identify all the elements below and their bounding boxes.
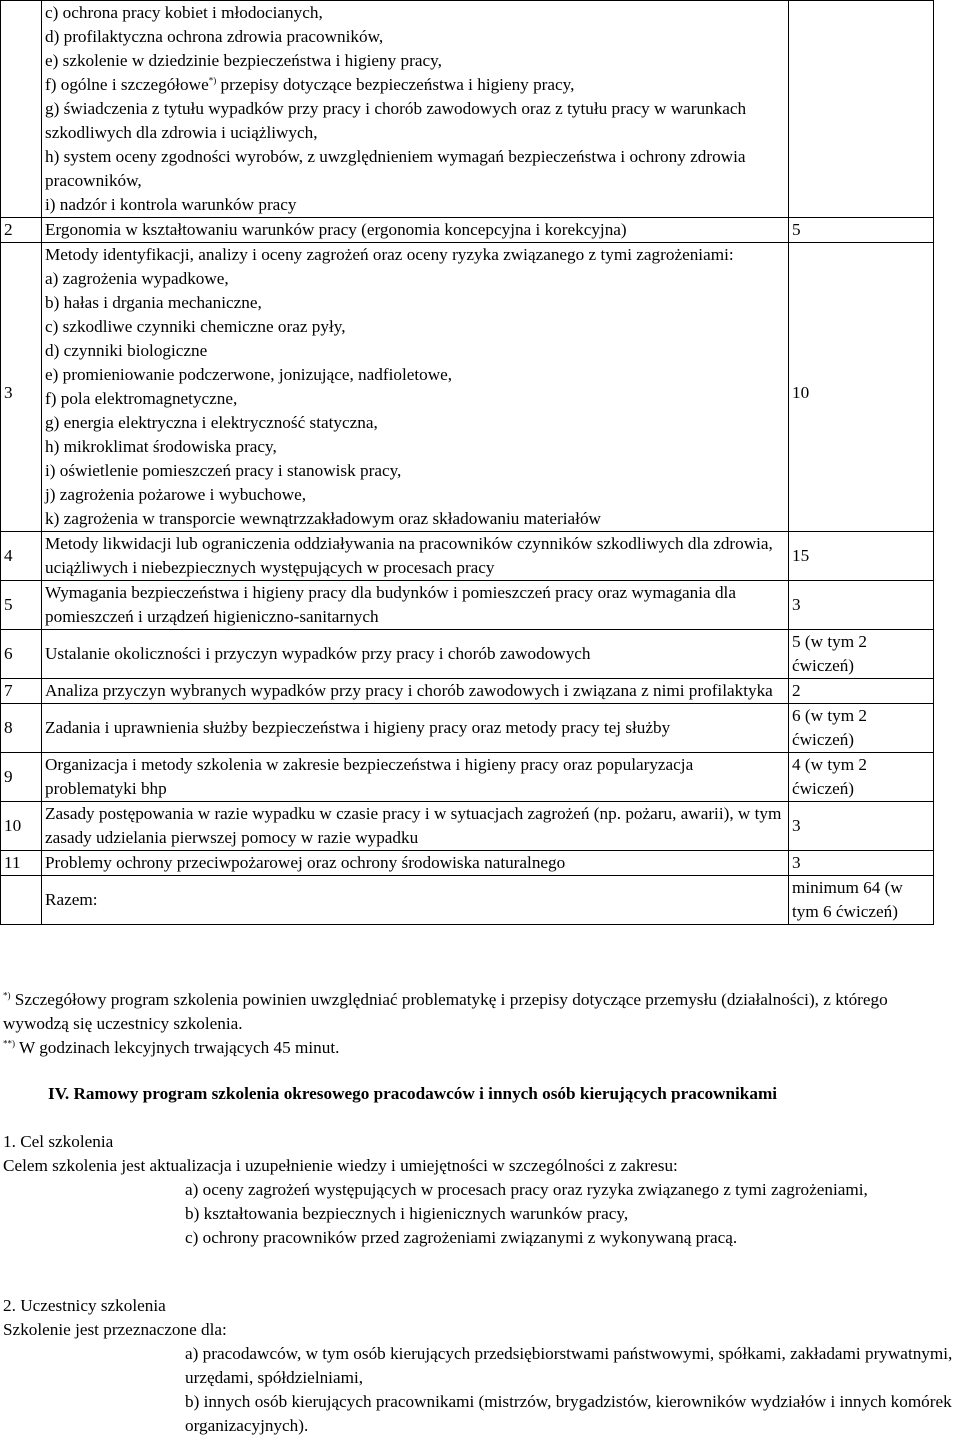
- footnote-marker: *): [208, 75, 217, 86]
- row-number: 5: [1, 581, 42, 630]
- section-intro: Szkolenie jest przeznaczone dla:: [3, 1320, 227, 1339]
- hours-cell: 4 (w tym 2 ćwiczeń): [789, 753, 934, 802]
- hours-cell: 3: [789, 802, 934, 851]
- topic-cell: Organizacja i metody szkolenia w zakresie bezpieczeństwa i higieny pracy oraz popularyzacja problematyki bhp: [42, 753, 789, 802]
- section-intro: Celem szkolenia jest aktualizacja i uzupełnienie wiedzy i umiejętności w szczególności z zakresu:: [3, 1156, 678, 1175]
- table-row: [1, 876, 934, 925]
- topic-subitem: h) system oceny zgodności wyrobów, z uwzględnieniem wymagań bezpieczeństwa i ochrony zdrowia pracowników,: [45, 147, 746, 190]
- topic-cell: Ergonomia w kształtowaniu warunków pracy (ergonomia koncepcyjna i korekcyjna): [42, 218, 789, 243]
- total-label: Razem:: [42, 876, 789, 925]
- row-number: [1, 1, 42, 218]
- row-number: 6: [1, 630, 42, 679]
- topic-subitem: g) energia elektryczna i elektryczność statyczna,: [45, 413, 378, 432]
- row-number: 4: [1, 532, 42, 581]
- table-row: [1, 679, 934, 704]
- topic-cell: Ustalanie okoliczności i przyczyn wypadków przy pracy i chorób zawodowych: [42, 630, 789, 679]
- section-title: 1. Cel szkolenia: [3, 1132, 114, 1151]
- list-item: a) oceny zagrożeń występujących w procesach pracy oraz ryzyka związanego z tymi zagrożeniami,: [185, 1180, 868, 1199]
- table-row: [1, 218, 934, 243]
- topic-subitem: d) profilaktyczna ochrona zdrowia pracowników,: [45, 27, 384, 46]
- hours-cell: 2: [789, 679, 934, 704]
- topic-subitem: c) ochrona pracy kobiet i młodocianych,: [45, 3, 323, 22]
- footnote-marker: **): [3, 1038, 15, 1049]
- table-row: [1, 851, 934, 876]
- hours-cell: 10: [789, 243, 934, 532]
- list-item: b) kształtowania bezpiecznych i higienicznych warunków pracy,: [185, 1204, 629, 1223]
- row-number: 8: [1, 704, 42, 753]
- topic-cell: Zadania i uprawnienia służby bezpieczeństwa i higieny pracy oraz metody pracy tej służby: [42, 704, 789, 753]
- footnote-marker: *): [3, 990, 11, 1001]
- topic-cell: Metody likwidacji lub ograniczenia oddziaływania na pracowników czynników szkodliwych dla zdrowia, uciążliwych i niebezpiecznych występujących w procesach pracy: [42, 532, 789, 581]
- topic-cell: Problemy ochrony przeciwpożarowej oraz ochrony środowiska naturalnego: [42, 851, 789, 876]
- topic-subitem: i) oświetlenie pomieszczeń pracy i stanowisk pracy,: [45, 461, 402, 480]
- footnote-1: *) Szczegółowy program szkolenia powinien uwzględniać problematykę i przepisy dotyczące przemysłu (działalności), z którego wywodzą się uczestnicy szkolenia.: [3, 990, 888, 1033]
- footnote-2: **) W godzinach lekcyjnych trwających 45 minut.: [3, 1038, 340, 1057]
- list-item: b) innych osób kierujących pracownikami (mistrzów, brygadzistów, kierowników wydziałów i innych komórek organizacyjnych).: [185, 1392, 952, 1435]
- table-row: [1, 802, 934, 851]
- topic-subitem: j) zagrożenia pożarowe i wybuchowe,: [45, 485, 307, 504]
- row-number: 7: [1, 679, 42, 704]
- topic-subitem: h) mikroklimat środowiska pracy,: [45, 437, 277, 456]
- topic-subitem: g) świadczenia z tytułu wypadków przy pracy i chorób zawodowych oraz z tytułu pracy w warunkach szkodliwych dla zdrowia i uciążliwych,: [45, 99, 747, 142]
- hours-cell: 5 (w tym 2 ćwiczeń): [789, 630, 934, 679]
- hours-cell: 15: [789, 532, 934, 581]
- topic-cell: Zasady postępowania w razie wypadku w czasie pracy i w sytuacjach zagrożeń (np. pożaru, awarii), w tym zasady udzielania pierwszej pomocy w razie wypadku: [42, 802, 789, 851]
- topic-subitem: e) szkolenie w dziedzinie bezpieczeństwa i higieny pracy,: [45, 51, 442, 70]
- table-row: [1, 532, 934, 581]
- topic-subitem: f) pola elektromagnetyczne,: [45, 389, 238, 408]
- topic-subitem: a) zagrożenia wypadkowe,: [45, 269, 229, 288]
- row-number: 10: [1, 802, 42, 851]
- hours-cell: [789, 1, 934, 218]
- topic-subitem: i) nadzór i kontrola warunków pracy: [45, 195, 297, 214]
- footnotes: [3, 988, 943, 1060]
- topic-subitem: f) ogólne i szczegółowe*) przepisy dotyczące bezpieczeństwa i higieny pracy,: [45, 75, 575, 94]
- row-number: [1, 876, 42, 925]
- hours-cell: 6 (w tym 2 ćwiczeń): [789, 704, 934, 753]
- section-title: 2. Uczestnicy szkolenia: [3, 1296, 166, 1315]
- section-heading: IV. Ramowy program szkolenia okresowego pracodawców i innych osób kierujących pracownikami: [48, 1084, 778, 1103]
- hours-cell: 3: [789, 581, 934, 630]
- topic-subitem: d) czynniki biologiczne: [45, 341, 208, 360]
- hours-cell: 5: [789, 218, 934, 243]
- list-item: c) ochrony pracowników przed zagrożeniami związanymi z wykonywaną pracą.: [185, 1228, 738, 1247]
- topic-subitem: k) zagrożenia w transporcie wewnątrzzakładowym oraz składowaniu materiałów: [45, 509, 601, 528]
- topic-cell: Wymagania bezpieczeństwa i higieny pracy dla budynków i pomieszczeń pracy oraz wymagania dla pomieszczeń i urządzeń higieniczno-sanitarnych: [42, 581, 789, 630]
- table-row: [1, 753, 934, 802]
- table-row: [1, 1, 934, 218]
- section-goal: [3, 1130, 943, 1250]
- topic-cell: Analiza przyczyn wybranych wypadków przy pracy i chorób zawodowych i związana z nimi profilaktyka: [42, 679, 789, 704]
- topic-subitem: c) szkodliwe czynniki chemiczne oraz pyły,: [45, 317, 346, 336]
- topic-heading: Metody identyfikacji, analizy i oceny zagrożeń oraz oceny ryzyka związanego z tymi zagrożeniami:: [45, 245, 734, 264]
- table-row: [1, 243, 934, 532]
- hours-cell: 3: [789, 851, 934, 876]
- row-number: 3: [1, 243, 42, 532]
- topic-subitem: e) promieniowanie podczerwone, jonizujące, nadfioletowe,: [45, 365, 453, 384]
- table-row: [1, 581, 934, 630]
- topic-cell: [42, 1, 789, 218]
- table-row: [1, 630, 934, 679]
- row-number: 2: [1, 218, 42, 243]
- table-row: [1, 704, 934, 753]
- topic-cell: [42, 243, 789, 532]
- topic-subitem: b) hałas i drgania mechaniczne,: [45, 293, 262, 312]
- row-number: 9: [1, 753, 42, 802]
- total-hours: minimum 64 (w tym 6 ćwiczeń): [789, 876, 934, 925]
- section-participants: [3, 1294, 957, 1438]
- row-number: 11: [1, 851, 42, 876]
- list-item: a) pracodawców, w tym osób kierujących przedsiębiorstwami państwowymi, spółkami, zakładami prywatnymi, urzędami, spółdzielniami,: [185, 1344, 953, 1387]
